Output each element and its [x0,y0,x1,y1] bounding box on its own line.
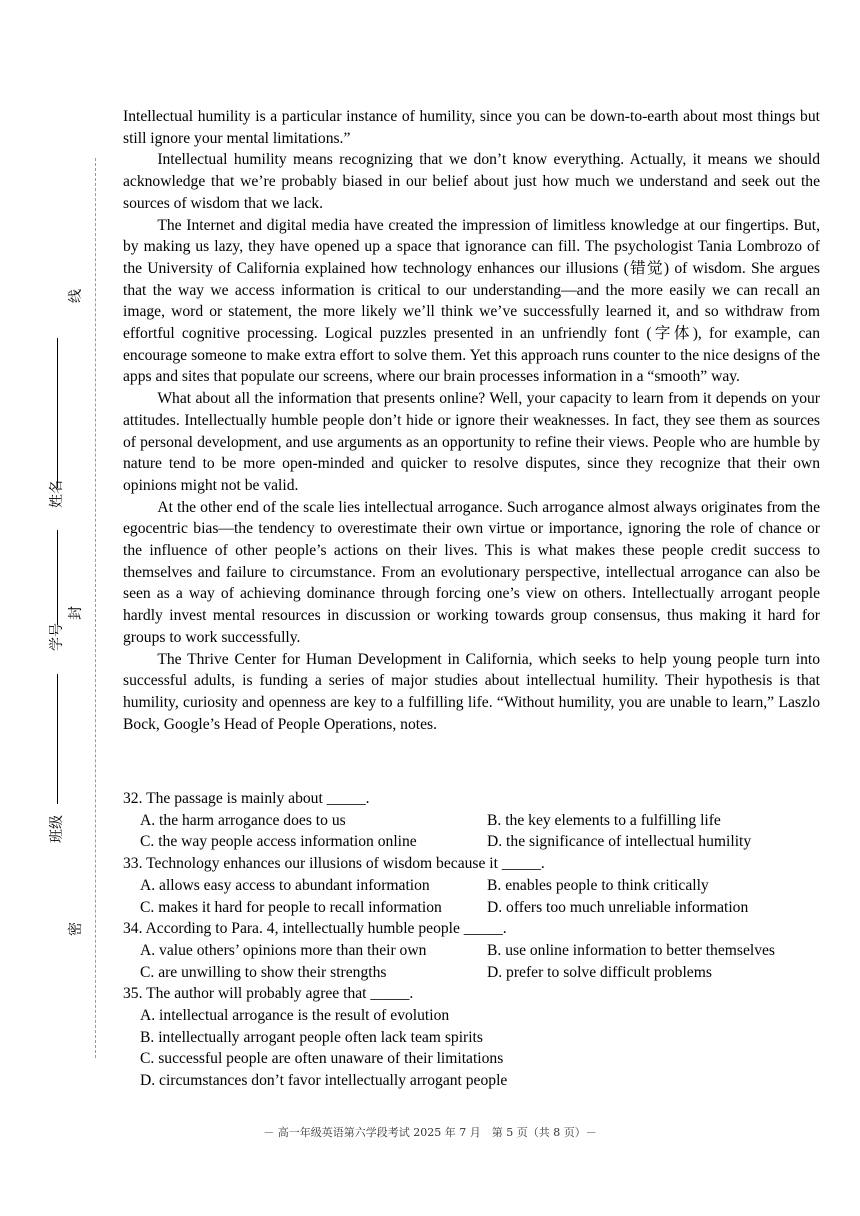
question-33 [123,853,820,918]
option-b: B. the key elements to a fulfilling life [487,811,721,829]
passage-paragraph: What about all the information that presents online? Well, your capacity to learn from it depends on your attitudes. Intellectually humble people don’t hide or ignore their weaknesses. In fact, they see them as sources of personal development, and use arguments as an opportunity to refine their views. People who are humble by nature tend to be more open-minded and quicker to resolve disputes, since they recognize that their own opinions might not be valid. [123,390,820,494]
question-stem: 33. Technology enhances our illusions of wisdom because it _____. [123,855,545,873]
margin-student-id-label: 学号 [49,623,65,651]
question-list [123,788,820,1092]
option-b: B. use online information to better themselves [487,941,775,959]
margin-line-char: 线 [68,289,84,303]
option-a: A. allows easy access to abundant information [140,876,430,894]
reading-passage [123,106,820,735]
passage-paragraph: At the other end of the scale lies intellectual arrogance. Such arrogance almost always originates from the egocentric bias—the tendency to overestimate their own virtue or importance, ignoring the role of chance or the influence of other people’s actions on their lives. This is what makes these people credit success to themselves and failure to circumstance. From an evolutionary perspective, intellectual arrogance can also be seen as a way of achieving dominance through forcing one’s view on others. Intellectually arrogant people hardly invest mental resources in discussion or working towards group consensus, thus making it hard for groups to work successfully. [123,498,820,646]
question-34 [123,918,820,983]
margin-class-label: 班级 [49,815,65,843]
option-c: C. the way people access information online [140,833,417,851]
option-c: C. are unwilling to show their strengths [140,963,387,981]
passage-paragraph: Intellectual humility is a particular instance of humility, since you can be down-to-earth about most things but still ignore your mental limitations.” [123,108,820,147]
margin-seal-char: 封 [68,606,84,620]
question-stem: 34. According to Para. 4, intellectually humble people _____. [123,920,507,938]
class-underline [57,674,58,804]
passage-paragraph: The Internet and digital media have created the impression of limitless knowledge at our fingertips. But, by making us lazy, they have opened up a space that ignorance can fill. The psychologist Tania Lombrozo of the University of California explained how technology enhances our illusions (错觉) of wisdom. She argues that the way we access information is critical to our understanding—and the more easily we can recall an image, word or statement, the more likely we’ll think we’ve successfully learned it, and so withdraw from effortful cognitive processing. Logical puzzles presented in an unfriendly font (字体), for example, can encourage someone to make extra effort to solve them. Yet this approach runs counter to the nice designs of the apps and sites that populate our screens, where our brain processes information in a “smooth” way. [123,216,820,386]
option-d: D. offers too much unreliable information [487,898,749,916]
margin-secret-char: 密 [68,922,84,936]
option-d: D. circumstances don’t favor intellectually arrogant people [140,1072,508,1090]
binding-dashed-line [95,158,96,1058]
option-d: D. the significance of intellectual humility [487,833,752,851]
option-a: A. the harm arrogance does to us [140,811,346,829]
question-stem: 35. The author will probably agree that _____. [123,985,414,1003]
option-c: C. successful people are often unaware of their limitations [140,1050,504,1068]
question-35 [123,983,820,1092]
page-footer: － 高一年级英语第六学段考试 2025 年 7 月 第 5 页（共 8 页）－ [263,1126,597,1139]
option-a: A. value others’ opinions more than their own [140,941,427,959]
passage-paragraph: The Thrive Center for Human Development in California, which seeks to help young people turn into successful adults, is funding a series of major studies about intellectual humility. Their hypothesis is that humility, curiosity and openness are key to a fulfilling life. “Without humility, you are unable to learn,” Laszlo Bock, Google’s Head of People Operations, notes. [123,650,820,733]
question-32 [123,788,820,853]
margin-name-label: 姓名 [49,480,65,508]
option-b: B. intellectually arrogant people often lack team spirits [140,1028,483,1046]
passage-paragraph: Intellectual humility means recognizing that we don’t know everything. Actually, it means we should acknowledge that we’re probably biased in our belief about just how much we understand and seek out the sources of wisdom that we lack. [123,151,820,212]
question-stem: 32. The passage is mainly about _____. [123,790,370,807]
option-a: A. intellectual arrogance is the result of evolution [140,1007,450,1025]
name-underline [57,338,58,488]
student-id-underline [57,530,58,625]
option-c: C. makes it hard for people to recall information [140,898,442,916]
option-b: B. enables people to think critically [487,876,709,894]
option-d: D. prefer to solve difficult problems [487,963,712,981]
